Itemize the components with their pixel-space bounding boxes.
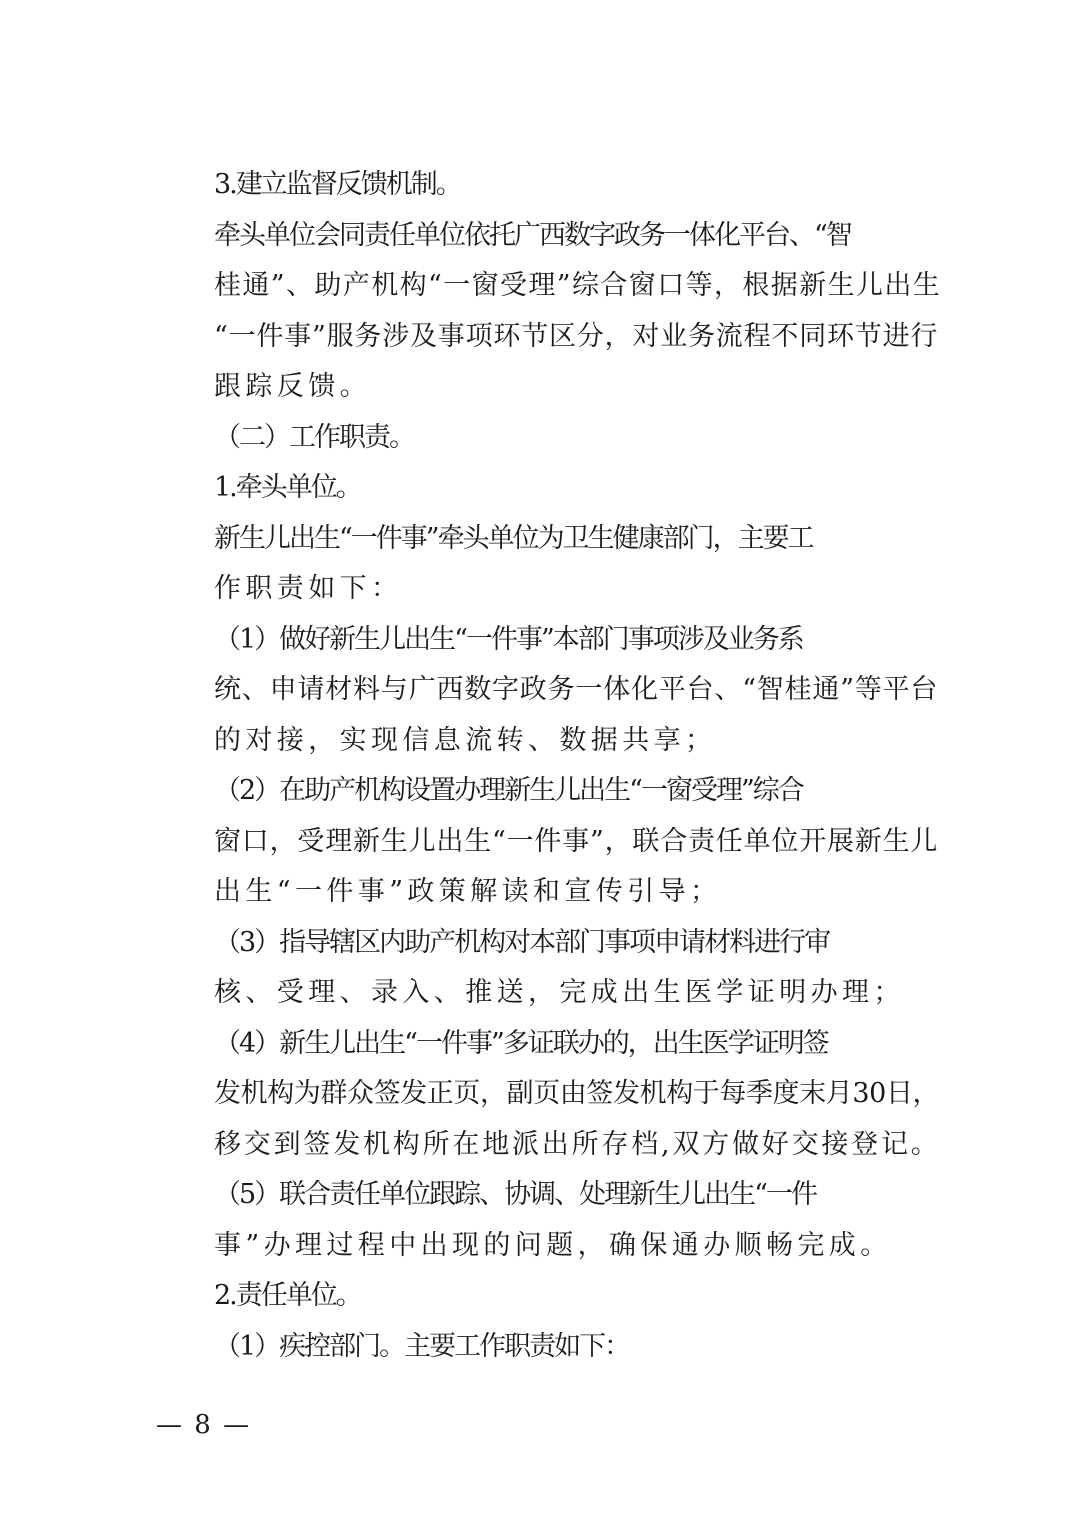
- section-heading-work-duties: [156, 413, 942, 464]
- item-heading-3-supervision-feedback: [156, 160, 942, 211]
- paragraph-lead-unit-intro: [156, 514, 942, 615]
- text-line: （1）疾控部门。主要工作职责如下：: [214, 1330, 630, 1362]
- document-body: [156, 160, 942, 1372]
- text-line: 移交到签发机构所在地派出所存档,双方做好交接登记。: [214, 1128, 941, 1160]
- text-line: 的对接，实现信息流转、数据共享；: [214, 724, 717, 756]
- text-line: （5）联合责任单位跟踪、协调、处理新生儿出生“一件: [214, 1179, 816, 1210]
- text-line: 核、受理、录入、推送，完成出生医学证明办理；: [214, 977, 905, 1008]
- text-line: 3.建立监督反馈机制。: [214, 169, 461, 200]
- item-heading-2-responsible-units: [156, 1271, 942, 1322]
- text-line: 2.责任单位。: [214, 1280, 361, 1311]
- duty-item-1: [156, 615, 942, 767]
- text-line: 发机构为群众签发正页，副页由签发机构于每季度末月30日，: [214, 1078, 940, 1109]
- item-heading-1-lead-unit: [156, 463, 942, 514]
- text-line: 统、申请材料与广西数字政务一体化平台、“智桂通”等平台: [214, 674, 939, 705]
- text-line: 出生“一件事”政策解读和宣传引导；: [214, 876, 722, 907]
- text-line: （2）在助产机构设置办理新生儿出生“一窗受理”综合: [214, 775, 803, 806]
- text-line: 跟踪反馈。: [214, 371, 371, 402]
- text-line: 新生儿出生“一件事”牵头单位为卫生健康部门，主要工: [214, 522, 813, 554]
- text-line: 作职责如下：: [214, 573, 403, 604]
- text-line: 事”办理过程中出现的问题，确保通办顺畅完成。: [214, 1229, 892, 1261]
- text-line: （4）新生儿出生“一件事”多证联办的，出生医学证明签: [214, 1027, 828, 1059]
- paragraph-supervision-detail: [156, 211, 942, 413]
- text-line: （二）工作职责。: [214, 421, 414, 453]
- duty-item-4: [156, 1019, 942, 1171]
- sub-item-1-disease-control: [156, 1322, 942, 1373]
- text-line: 1.牵头单位。: [214, 472, 361, 503]
- text-line: 桂通”、助产机构“一窗受理”综合窗口等，根据新生儿出生: [214, 270, 942, 301]
- duty-item-3: [156, 918, 942, 1019]
- text-line: 窗口，受理新生儿出生“一件事”，联合责任单位开展新生儿: [214, 825, 939, 857]
- text-line: “一件事”服务涉及事项环节区分，对业务流程不同环节进行: [214, 320, 939, 352]
- duty-item-2: [156, 766, 942, 918]
- text-line: 牵头单位会同责任单位依托广西数字政务一体化平台、“智: [214, 219, 851, 251]
- duty-item-5: [156, 1170, 942, 1271]
- text-line: （1）做好新生儿出生“一件事”本部门事项涉及业务系: [214, 623, 803, 655]
- text-line: （3）指导辖区内助产机构对本部门事项申请材料进行审: [214, 926, 830, 958]
- page-number: — 8 —: [156, 1410, 252, 1440]
